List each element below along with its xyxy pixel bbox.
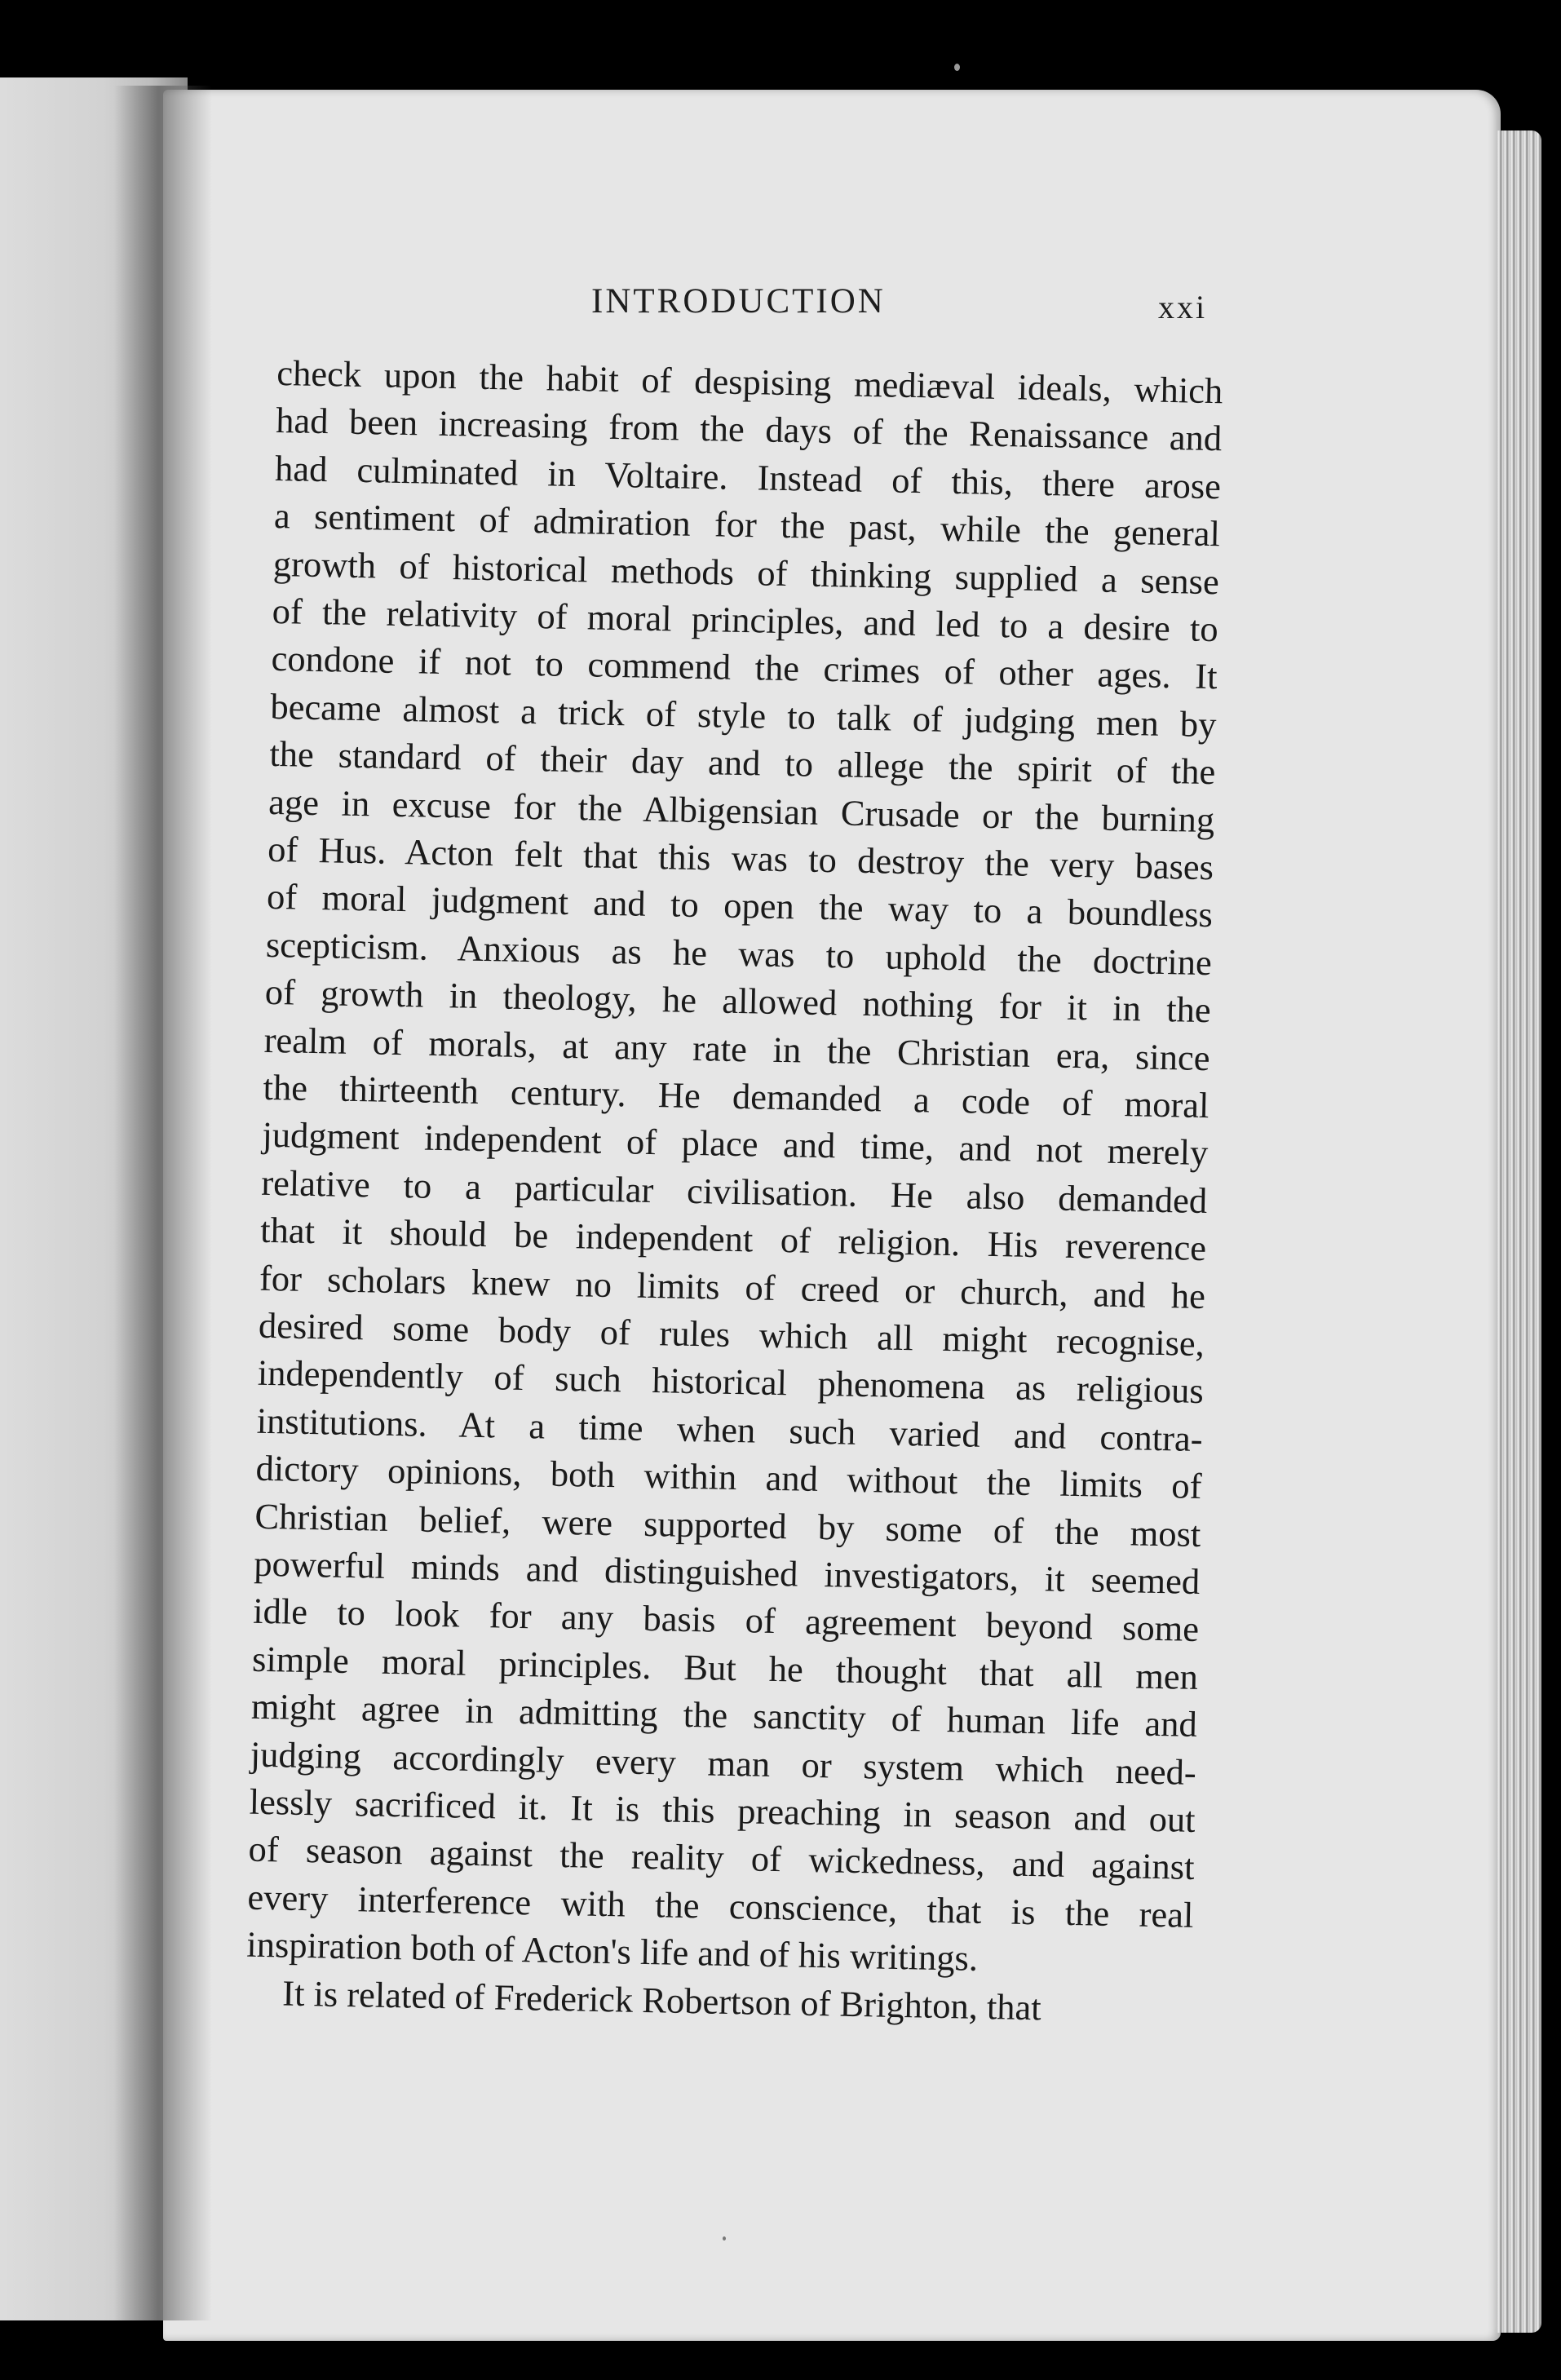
text-line: judgment independent of place and time, and not merely [262, 1114, 1209, 1174]
text-line: a sentiment of admiration for the past, while the general [273, 495, 1221, 555]
text-line: of season against the reality of wickedness, and against [248, 1829, 1195, 1888]
text-line: institutions. At a time when such varied and contra- [256, 1400, 1204, 1459]
body-text [245, 349, 1223, 2080]
text-line: lessly sacrificed it. It is this preaching in season and out [249, 1781, 1196, 1840]
text-line: It is related of Frederick Robertson of Brighton, that [281, 1972, 1042, 2028]
text-line: check upon the habit of despising mediæval ideals, which [276, 352, 1223, 412]
text-line: idle to look for any basis of agreement beyond some [252, 1590, 1200, 1650]
dust-speck [954, 64, 960, 71]
text-line: of Hus. Acton felt that this was to destroy the very bases [267, 828, 1214, 888]
text-line: Christian belief, were supported by some of the most [254, 1495, 1201, 1555]
gutter-shadow [114, 86, 212, 2320]
text-line: simple moral principles. But he thought that all men [251, 1638, 1199, 1697]
text-line: relative to a particular civilisation. He also demanded [260, 1161, 1208, 1221]
text-line: powerful minds and distinguished investigators, it seemed [253, 1542, 1201, 1602]
text-line: of the relativity of moral principles, and led to a desire to [272, 590, 1219, 650]
text-line: age in excuse for the Albigensian Crusade or the burning [268, 781, 1215, 840]
text-line: desired some body of rules which all might recognise, [258, 1304, 1205, 1365]
text-line: the standard of their day and to allege the spirit of the [268, 733, 1216, 793]
running-head [163, 273, 1501, 330]
text-line: scepticism. Anxious as he was to uphold the doctrine [265, 923, 1213, 983]
text-line: became almost a trick of style to talk of judging men by [270, 685, 1217, 745]
page-number: xxi [1158, 289, 1208, 325]
text-line: that it should be independent of religion. His reverence [259, 1209, 1207, 1269]
page-fore-edge [1497, 131, 1541, 2333]
text-line: every interference with the conscience, that is the real [247, 1876, 1194, 1935]
text-line: for scholars knew no limits of creed or church, and he [259, 1257, 1206, 1316]
text-line: dictory opinions, both within and without the limits of [255, 1447, 1202, 1507]
text-line: growth of historical methods of thinking supplied a sense [272, 542, 1220, 602]
text-line: the thirteenth century. He demanded a code of moral [263, 1066, 1209, 1126]
text-line: realm of morals, at any rate in the Christian era, since [263, 1019, 1211, 1078]
text-line: had culminated in Voltaire. Instead of this, there arose [274, 447, 1222, 507]
text-line: judging accordingly every man or system which need- [250, 1733, 1197, 1793]
text-line: independently of such historical phenomena as religious [257, 1352, 1205, 1412]
text-line: inspiration both of Acton's life and of his writings. [245, 1923, 979, 1980]
running-head-title: INTRODUCTION [591, 282, 886, 321]
text-line: of moral judgment and to open the way to a boundless [266, 876, 1214, 936]
text-line: might agree in admitting the sanctity of human life and [250, 1685, 1198, 1745]
text-line: condone if not to commend the crimes of other ages. It [271, 638, 1218, 697]
text-line: of growth in theology, he allowed nothing for it in the [264, 971, 1212, 1031]
text-line: had been increasing from the days of the Renaissance and [275, 400, 1223, 459]
dust-speck [723, 2236, 726, 2241]
